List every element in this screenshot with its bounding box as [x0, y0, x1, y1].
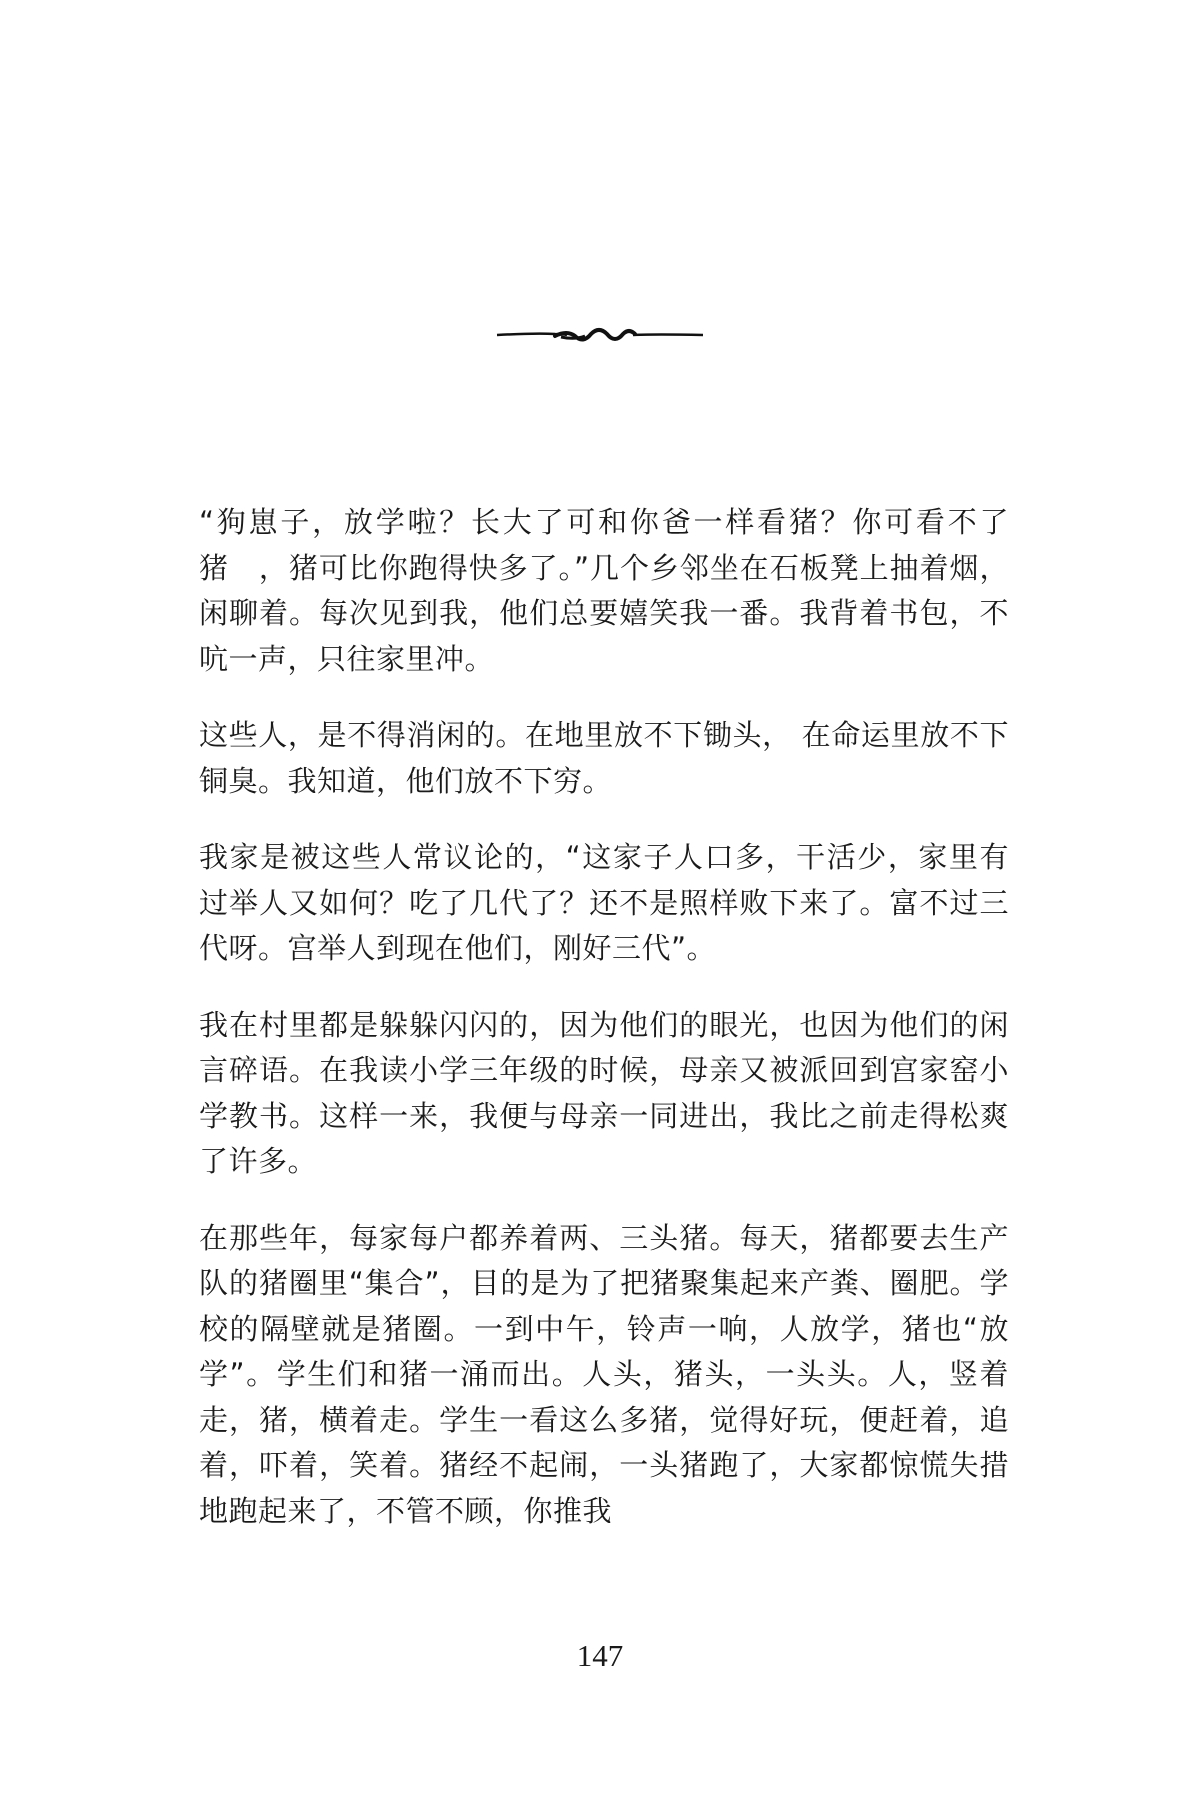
- paragraph-4: 我在村里都是躲躲闪闪的，因为他们的眼光，也因为他们的闲言碎语。在我读小学三年级的时候，母亲又被派回到宫家窑小学教书。这样一来，我便与母亲一同进出，我比之前走得松爽了许多。: [199, 1007, 1009, 1178]
- page-number: 147: [576, 1638, 624, 1673]
- scroll-flourish-icon: [495, 322, 705, 348]
- paragraph-5: 在那些年，每家每户都养着两、三头猪。每天，猪都要去生产队的猪圈里“集合”，目的是为了把猪聚集起来产粪、圈肥。学校的隔壁就是猪圈。一到中午，铃声一响，人放学，猪也“放学”。学生们和猪一涌而出。人头，猪头，一头头。人，竖着走，猪，横着走。学生一看这么多猪，觉得好玩，便赶着，追着，吓着，笑着。猪经不起闹，一头猪跑了，大家都惊慌失措地跑起来了，不管不顾，你推我: [199, 1220, 1009, 1528]
- body-text: [199, 500, 1009, 1565]
- paragraph-2: 这些人，是不得消闲的。在地里放不下锄头， 在命运里放不下铜臭。我知道，他们放不下穷。: [199, 718, 1009, 798]
- paragraph-3: 我家是被这些人常议论的，“这家子人口多，干活少，家里有过举人又如何？吃了几代了？还不是照样败下来了。富不过三代呀。宫举人到现在他们，刚好三代”。: [199, 840, 1009, 965]
- paragraph-1: “狗崽子，放学啦？长大了可和你爸一样看猪？你可看不了猪 ，猪可比你跑得快多了。”几个乡邻坐在石板凳上抽着烟，闲聊着。每次见到我，他们总要嬉笑我一番。我背着书包，不吭一声，只往家里冲。: [199, 505, 1009, 676]
